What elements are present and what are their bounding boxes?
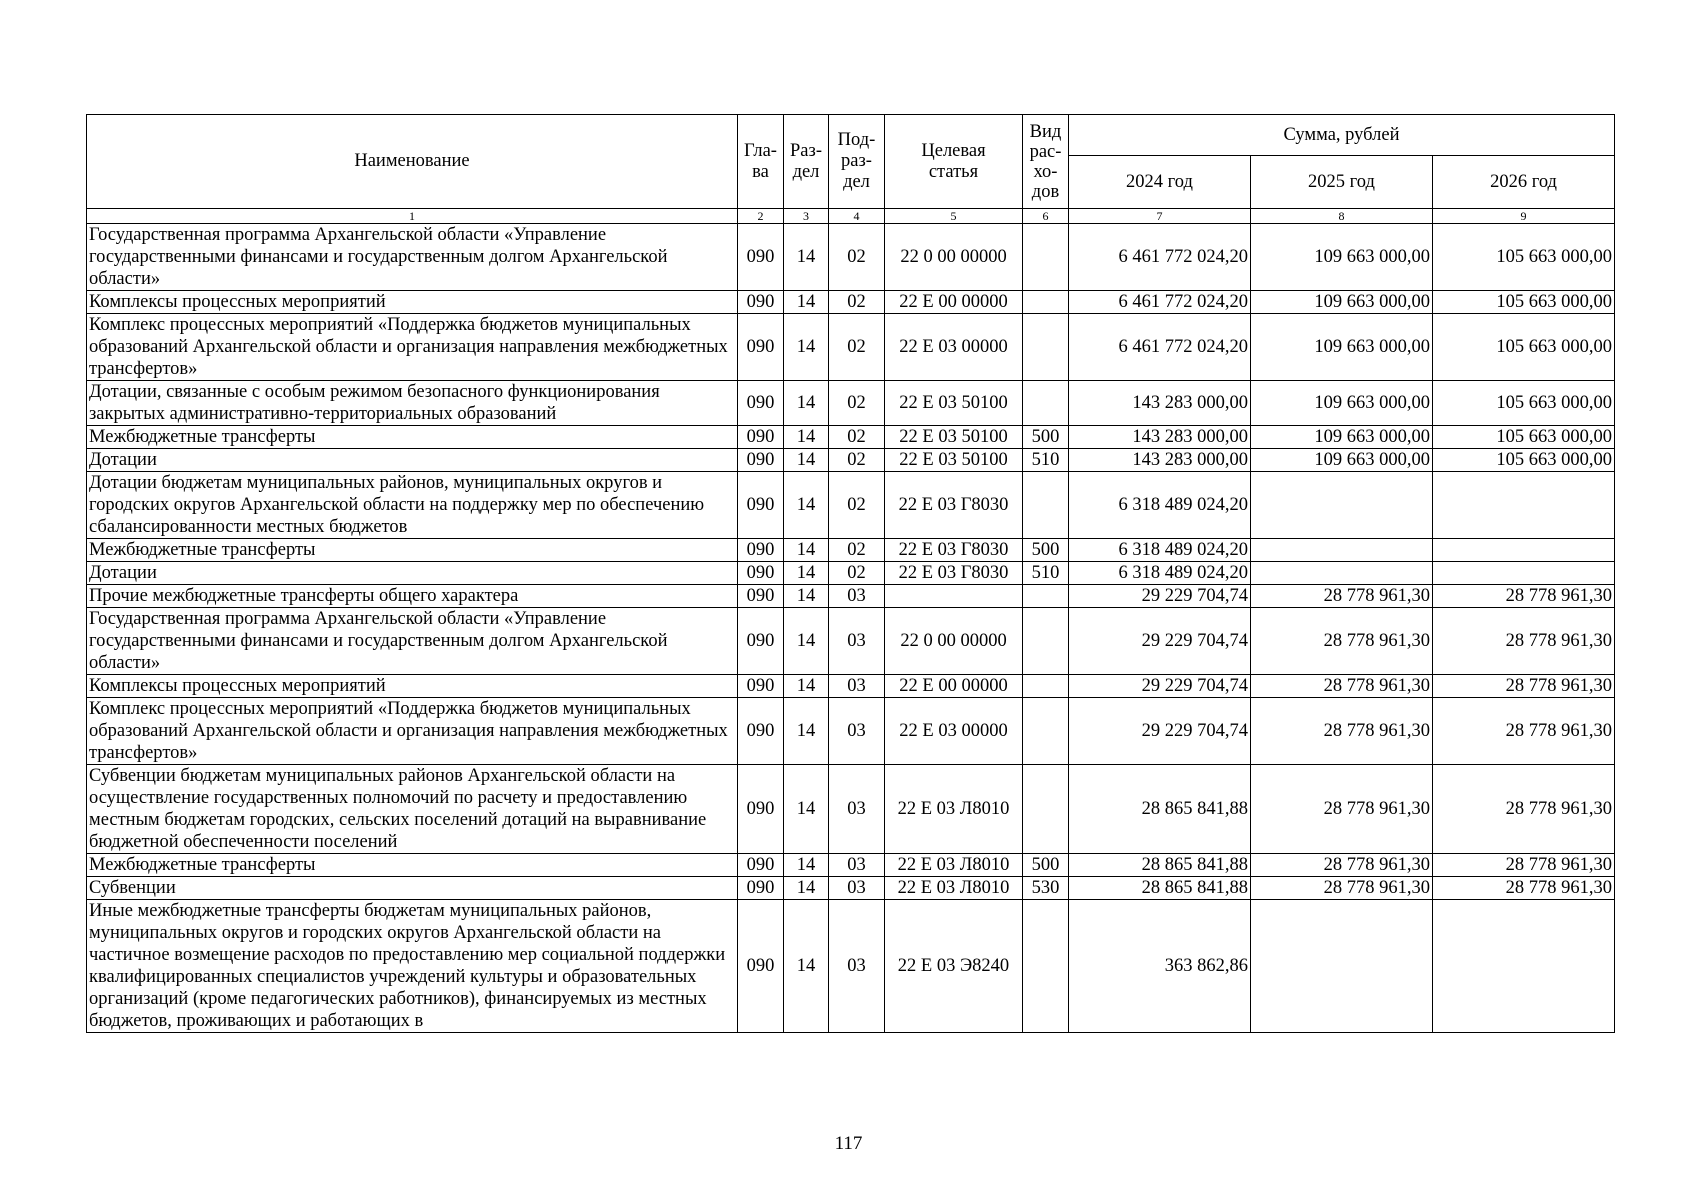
row-sum-2024: 29 229 704,74 — [1069, 608, 1251, 675]
row-name: Дотации, связанные с особым режимом безопасного функционирования закрытых административно-территориальных образований — [87, 381, 738, 426]
row-sum-2026: 28 778 961,30 — [1433, 854, 1615, 877]
row-expense-type: 510 — [1023, 449, 1069, 472]
row-expense-type — [1023, 585, 1069, 608]
row-sum-2026: 105 663 000,00 — [1433, 449, 1615, 472]
row-subsection: 03 — [829, 854, 885, 877]
row-target-article: 22 Е 03 Г8030 — [885, 472, 1023, 539]
row-name: Комплекс процессных мероприятий «Поддержка бюджетов муниципальных образований Архангельской области и организация направления межбюджетных трансфертов» — [87, 698, 738, 765]
header-name: Наименование — [87, 115, 738, 209]
table-row — [87, 449, 1615, 472]
row-chapter: 090 — [738, 291, 784, 314]
row-subsection: 02 — [829, 562, 885, 585]
table-row — [87, 877, 1615, 900]
row-target-article: 22 Е 03 50100 — [885, 381, 1023, 426]
row-chapter: 090 — [738, 539, 784, 562]
row-sum-2025: 109 663 000,00 — [1251, 314, 1433, 381]
row-sum-2025: 109 663 000,00 — [1251, 426, 1433, 449]
row-section: 14 — [784, 291, 829, 314]
row-subsection: 02 — [829, 291, 885, 314]
row-section: 14 — [784, 698, 829, 765]
header-year-2026: 2026 год — [1433, 156, 1615, 209]
row-sum-2024: 6 318 489 024,20 — [1069, 472, 1251, 539]
row-subsection: 03 — [829, 585, 885, 608]
table-body — [87, 224, 1615, 1033]
row-sum-2024: 363 862,86 — [1069, 900, 1251, 1033]
row-section: 14 — [784, 900, 829, 1033]
row-target-article: 22 0 00 00000 — [885, 224, 1023, 291]
row-sum-2025: 28 778 961,30 — [1251, 877, 1433, 900]
column-number: 7 — [1069, 209, 1251, 224]
row-expense-type — [1023, 314, 1069, 381]
header-sum: Сумма, рублей — [1069, 115, 1615, 156]
row-chapter: 090 — [738, 765, 784, 854]
column-number: 3 — [784, 209, 829, 224]
row-name: Межбюджетные трансферты — [87, 539, 738, 562]
row-sum-2025 — [1251, 900, 1433, 1033]
row-sum-2024: 6 461 772 024,20 — [1069, 224, 1251, 291]
row-subsection: 03 — [829, 675, 885, 698]
row-name: Прочие межбюджетные трансферты общего характера — [87, 585, 738, 608]
row-chapter: 090 — [738, 854, 784, 877]
page-number: 117 — [834, 1133, 863, 1154]
row-chapter: 090 — [738, 224, 784, 291]
row-section: 14 — [784, 314, 829, 381]
row-chapter: 090 — [738, 675, 784, 698]
table-header — [87, 115, 1615, 224]
row-section: 14 — [784, 877, 829, 900]
row-target-article: 22 Е 00 00000 — [885, 675, 1023, 698]
table-row — [87, 854, 1615, 877]
table-row — [87, 314, 1615, 381]
row-chapter: 090 — [738, 472, 784, 539]
row-sum-2024: 6 461 772 024,20 — [1069, 314, 1251, 381]
row-name: Государственная программа Архангельской области «Управление государственными финансами и государственным долгом Архангельской области» — [87, 608, 738, 675]
row-expense-type — [1023, 224, 1069, 291]
column-number: 8 — [1251, 209, 1433, 224]
row-section: 14 — [784, 854, 829, 877]
row-sum-2024: 29 229 704,74 — [1069, 698, 1251, 765]
row-subsection: 03 — [829, 900, 885, 1033]
row-sum-2024: 143 283 000,00 — [1069, 426, 1251, 449]
row-name: Дотации бюджетам муниципальных районов, муниципальных округов и городских округов Архангельской области на поддержку мер по обеспечению сбалансированности местных бюджетов — [87, 472, 738, 539]
table-row — [87, 381, 1615, 426]
row-sum-2024: 6 318 489 024,20 — [1069, 539, 1251, 562]
row-sum-2025 — [1251, 562, 1433, 585]
table-row — [87, 900, 1615, 1033]
row-target-article: 22 Е 03 Г8030 — [885, 562, 1023, 585]
row-expense-type: 500 — [1023, 539, 1069, 562]
column-number: 1 — [87, 209, 738, 224]
row-sum-2024: 28 865 841,88 — [1069, 765, 1251, 854]
row-chapter: 090 — [738, 698, 784, 765]
row-section: 14 — [784, 539, 829, 562]
header-section: Раз- дел — [784, 115, 829, 209]
row-sum-2025 — [1251, 539, 1433, 562]
column-number: 4 — [829, 209, 885, 224]
row-sum-2024: 28 865 841,88 — [1069, 877, 1251, 900]
row-target-article: 22 0 00 00000 — [885, 608, 1023, 675]
row-target-article: 22 Е 03 Г8030 — [885, 539, 1023, 562]
row-expense-type — [1023, 900, 1069, 1033]
row-section: 14 — [784, 675, 829, 698]
row-name: Межбюджетные трансферты — [87, 426, 738, 449]
table-row — [87, 698, 1615, 765]
row-sum-2025: 109 663 000,00 — [1251, 381, 1433, 426]
row-chapter: 090 — [738, 585, 784, 608]
row-name: Комплексы процессных мероприятий — [87, 291, 738, 314]
row-chapter: 090 — [738, 900, 784, 1033]
row-expense-type — [1023, 608, 1069, 675]
row-sum-2026 — [1433, 539, 1615, 562]
table-row — [87, 608, 1615, 675]
row-name: Субвенции бюджетам муниципальных районов Архангельской области на осуществление государственных полномочий по расчету и предоставлению местным бюджетам городских, сельских поселений дотаций на выравнивание бюджетной обеспеченности поселений — [87, 765, 738, 854]
budget-table — [86, 114, 1615, 1033]
row-sum-2024: 143 283 000,00 — [1069, 449, 1251, 472]
row-sum-2025: 28 778 961,30 — [1251, 585, 1433, 608]
row-expense-type: 500 — [1023, 426, 1069, 449]
row-sum-2026: 28 778 961,30 — [1433, 698, 1615, 765]
row-chapter: 090 — [738, 381, 784, 426]
row-sum-2024: 29 229 704,74 — [1069, 585, 1251, 608]
row-subsection: 02 — [829, 426, 885, 449]
row-sum-2025: 28 778 961,30 — [1251, 608, 1433, 675]
row-subsection: 03 — [829, 608, 885, 675]
header-target-article: Целевая статья — [885, 115, 1023, 209]
row-name: Субвенции — [87, 877, 738, 900]
row-sum-2026: 105 663 000,00 — [1433, 224, 1615, 291]
row-sum-2024: 6 461 772 024,20 — [1069, 291, 1251, 314]
row-chapter: 090 — [738, 449, 784, 472]
row-sum-2026 — [1433, 472, 1615, 539]
row-subsection: 03 — [829, 877, 885, 900]
row-subsection: 03 — [829, 765, 885, 854]
row-sum-2025: 109 663 000,00 — [1251, 449, 1433, 472]
row-section: 14 — [784, 562, 829, 585]
row-sum-2026 — [1433, 900, 1615, 1033]
column-number: 5 — [885, 209, 1023, 224]
row-expense-type: 500 — [1023, 854, 1069, 877]
row-section: 14 — [784, 608, 829, 675]
row-target-article: 22 Е 03 00000 — [885, 314, 1023, 381]
row-section: 14 — [784, 224, 829, 291]
row-sum-2025: 28 778 961,30 — [1251, 675, 1433, 698]
row-target-article: 22 Е 03 Э8240 — [885, 900, 1023, 1033]
row-sum-2026: 105 663 000,00 — [1433, 426, 1615, 449]
header-year-2025: 2025 год — [1251, 156, 1433, 209]
row-name: Иные межбюджетные трансферты бюджетам муниципальных районов, муниципальных округов и городских округов Архангельской области на частичное возмещение расходов по предоставлению мер социальной поддержки квалифицированных специалистов учреждений культуры и образовательных организаций (кроме педагогических работников), финансируемых из местных бюджетов, проживающих и работающих в — [87, 900, 738, 1033]
row-sum-2025 — [1251, 472, 1433, 539]
row-sum-2025: 28 778 961,30 — [1251, 698, 1433, 765]
row-chapter: 090 — [738, 608, 784, 675]
row-sum-2026: 105 663 000,00 — [1433, 314, 1615, 381]
row-sum-2026: 28 778 961,30 — [1433, 765, 1615, 854]
row-sum-2026: 28 778 961,30 — [1433, 675, 1615, 698]
row-sum-2026: 28 778 961,30 — [1433, 608, 1615, 675]
row-section: 14 — [784, 381, 829, 426]
row-subsection: 02 — [829, 449, 885, 472]
row-target-article: 22 Е 00 00000 — [885, 291, 1023, 314]
column-numbers-row — [87, 209, 1615, 224]
row-subsection: 02 — [829, 539, 885, 562]
row-subsection: 02 — [829, 472, 885, 539]
table-row — [87, 291, 1615, 314]
row-target-article: 22 Е 03 Л8010 — [885, 877, 1023, 900]
row-expense-type: 510 — [1023, 562, 1069, 585]
row-sum-2026: 28 778 961,30 — [1433, 877, 1615, 900]
row-chapter: 090 — [738, 877, 784, 900]
row-target-article — [885, 585, 1023, 608]
header-expense-type: Вид рас- хо- дов — [1023, 115, 1069, 209]
header-year-2024: 2024 год — [1069, 156, 1251, 209]
table-row — [87, 675, 1615, 698]
row-subsection: 02 — [829, 224, 885, 291]
row-sum-2026: 105 663 000,00 — [1433, 381, 1615, 426]
row-name: Государственная программа Архангельской области «Управление государственными финансами и государственным долгом Архангельской области» — [87, 224, 738, 291]
row-target-article: 22 Е 03 50100 — [885, 449, 1023, 472]
row-target-article: 22 Е 03 Л8010 — [885, 765, 1023, 854]
row-sum-2024: 6 318 489 024,20 — [1069, 562, 1251, 585]
row-sum-2024: 28 865 841,88 — [1069, 854, 1251, 877]
table-row — [87, 426, 1615, 449]
row-sum-2024: 29 229 704,74 — [1069, 675, 1251, 698]
row-expense-type — [1023, 675, 1069, 698]
row-section: 14 — [784, 426, 829, 449]
table-row — [87, 562, 1615, 585]
column-number: 6 — [1023, 209, 1069, 224]
row-sum-2026 — [1433, 562, 1615, 585]
row-chapter: 090 — [738, 314, 784, 381]
row-chapter: 090 — [738, 562, 784, 585]
row-section: 14 — [784, 585, 829, 608]
row-name: Межбюджетные трансферты — [87, 854, 738, 877]
row-expense-type: 530 — [1023, 877, 1069, 900]
row-expense-type — [1023, 698, 1069, 765]
table-row — [87, 765, 1615, 854]
row-name: Дотации — [87, 449, 738, 472]
row-expense-type — [1023, 291, 1069, 314]
row-sum-2025: 28 778 961,30 — [1251, 765, 1433, 854]
table-row — [87, 585, 1615, 608]
row-sum-2024: 143 283 000,00 — [1069, 381, 1251, 426]
row-sum-2026: 105 663 000,00 — [1433, 291, 1615, 314]
header-subsection: Под- раз- дел — [829, 115, 885, 209]
table-row — [87, 224, 1615, 291]
row-name: Дотации — [87, 562, 738, 585]
row-target-article: 22 Е 03 Л8010 — [885, 854, 1023, 877]
row-chapter: 090 — [738, 426, 784, 449]
row-expense-type — [1023, 472, 1069, 539]
header-chapter: Гла- ва — [738, 115, 784, 209]
row-target-article: 22 Е 03 00000 — [885, 698, 1023, 765]
table-row — [87, 472, 1615, 539]
row-sum-2025: 28 778 961,30 — [1251, 854, 1433, 877]
row-subsection: 02 — [829, 381, 885, 426]
row-subsection: 02 — [829, 314, 885, 381]
row-name: Комплекс процессных мероприятий «Поддержка бюджетов муниципальных образований Архангельской области и организация направления межбюджетных трансфертов» — [87, 314, 738, 381]
row-sum-2025: 109 663 000,00 — [1251, 224, 1433, 291]
row-sum-2025: 109 663 000,00 — [1251, 291, 1433, 314]
column-number: 9 — [1433, 209, 1615, 224]
row-section: 14 — [784, 765, 829, 854]
row-subsection: 03 — [829, 698, 885, 765]
column-number: 2 — [738, 209, 784, 224]
row-section: 14 — [784, 472, 829, 539]
row-expense-type — [1023, 381, 1069, 426]
row-expense-type — [1023, 765, 1069, 854]
row-sum-2026: 28 778 961,30 — [1433, 585, 1615, 608]
table-row — [87, 539, 1615, 562]
row-name: Комплексы процессных мероприятий — [87, 675, 738, 698]
row-section: 14 — [784, 449, 829, 472]
row-target-article: 22 Е 03 50100 — [885, 426, 1023, 449]
